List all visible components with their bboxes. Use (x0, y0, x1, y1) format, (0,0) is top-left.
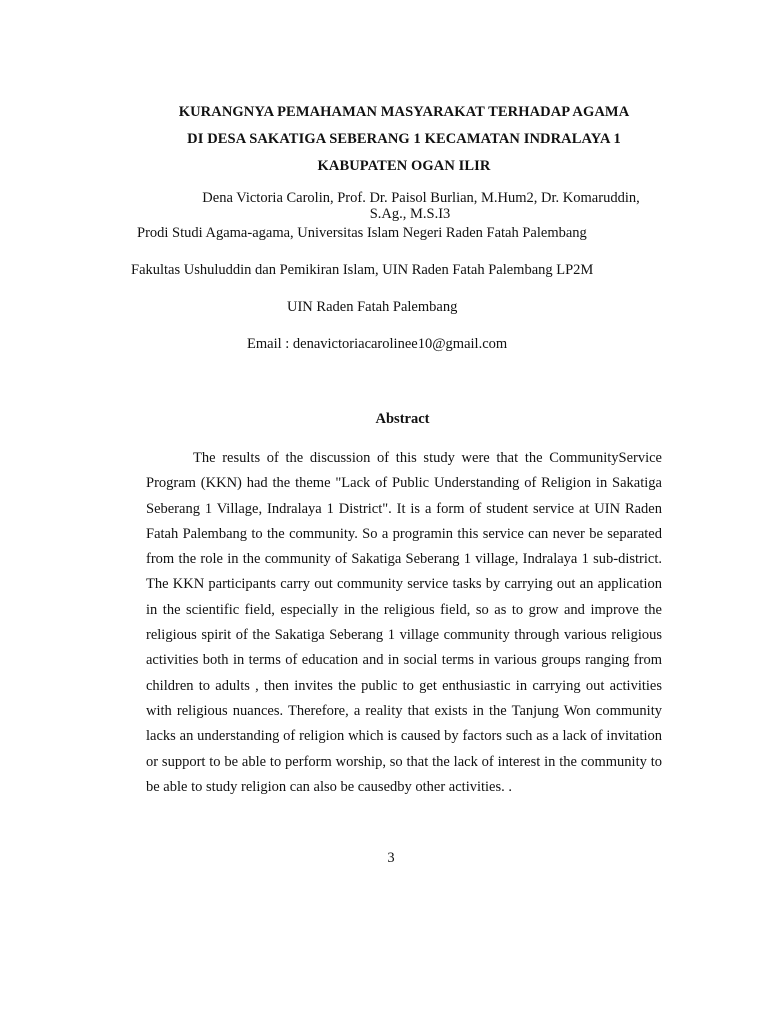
authors-line-1: Dena Victoria Carolin, Prof. Dr. Paisol Burlian, M.Hum2, Dr. Komaruddin, (202, 190, 640, 206)
title-line-2: DI DESA SAKATIGA SEBERANG 1 KECAMATAN INDRALAYA 1 (187, 131, 621, 147)
abstract-body: The results of the discussion of this study were that the CommunityService Program (KKN) had the theme "Lack of Public Understanding of Religion in Sakatiga Seberang 1 Village, Indralaya 1 District". It is a form of student service at UIN Raden Fatah Palembang to the community. So a programin this service can never be separated from the role in the community of Sakatiga Seberang 1 village, Indralaya 1 sub-district. The KKN participants carry out community service tasks by carrying out an application in the scientific field, especially in the religious field, so as to grow and improve the religious spirit of the Sakatiga Seberang 1 village community through various religious activities both in terms of education and in social terms in various groups ranging from children to adults , then invites the public to get enthusiastic in carrying out activities with religious nuances. Therefore, a reality that exists in the Tanjung Won community lacks an understanding of religion which is caused by factors such as a lack of invitation or support to be able to perform worship, so that the lack of interest in the community to be able to study religion can also be causedby other activities. . (146, 450, 662, 795)
affiliation-university: UIN Raden Fatah Palembang (287, 299, 458, 315)
paper-title (0, 99, 768, 180)
page-number: 3 (387, 850, 395, 866)
author-email: Email : denavictoriacarolinee10@gmail.com (247, 336, 508, 352)
title-line-1: KURANGNYA PEMAHAMAN MASYARAKAT TERHADAP AGAMA (178, 104, 630, 120)
author-list (160, 190, 660, 222)
abstract-heading: Abstract (375, 411, 430, 427)
title-line-3: KABUPATEN OGAN ILIR (317, 158, 491, 174)
authors-line-2: S.Ag., M.S.I3 (369, 206, 451, 222)
affiliation-prodi: Prodi Studi Agama-agama, Universitas Islam Negeri Raden Fatah Palembang (137, 225, 587, 241)
affiliation-fakultas: Fakultas Ushuluddin dan Pemikiran Islam, UIN Raden Fatah Palembang LP2M (131, 262, 594, 278)
